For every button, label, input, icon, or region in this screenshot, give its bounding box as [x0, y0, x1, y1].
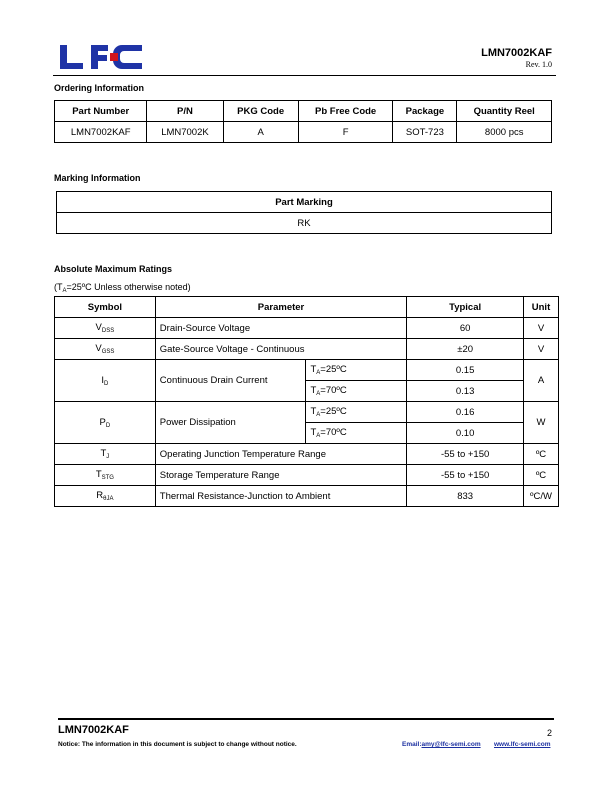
- typ-vgss: ±20: [407, 339, 524, 360]
- col-part-marking: Part Marking: [57, 192, 552, 213]
- col-part-number: Part Number: [55, 101, 147, 122]
- table-row: [55, 339, 559, 360]
- symbol-vdss: $V_{DSS}$: [55, 318, 156, 339]
- typ-tj: -55 to +150: [407, 444, 524, 465]
- cond-id-70: $T_A=70ºC$: [306, 381, 407, 402]
- typ-id-25: 0.15: [407, 360, 524, 381]
- marking-title: Marking Information: [54, 173, 141, 183]
- cell-package: SOT-723: [393, 122, 457, 143]
- table-row: [55, 360, 559, 381]
- typ-pd-70: 0.10: [407, 423, 524, 444]
- unit-pd: W: [524, 402, 559, 444]
- absolute-maximum-ratings-table: [54, 296, 559, 507]
- cell-part-marking: RK: [57, 213, 552, 234]
- table-row: [55, 465, 559, 486]
- param-rth: Thermal Resistance-Junction to Ambient: [155, 486, 406, 507]
- page-number: 2: [546, 728, 552, 738]
- cond-id-25: $T_A=25ºC$: [306, 360, 407, 381]
- ordering-title: Ordering Information: [54, 83, 144, 93]
- typ-pd-25: 0.16: [407, 402, 524, 423]
- param-vdss: Drain-Source Voltage: [155, 318, 406, 339]
- cell-quantity-reel: 8000 pcs: [457, 122, 552, 143]
- col-unit: Unit: [524, 297, 559, 318]
- amr-title: Absolute Maximum Ratings: [54, 264, 173, 274]
- param-tj: Operating Junction Temperature Range: [155, 444, 406, 465]
- unit-tstg: ºC: [524, 465, 559, 486]
- cond-pd-25: $T_A=25ºC$: [306, 402, 407, 423]
- table-row: [55, 402, 559, 423]
- col-parameter: Parameter: [155, 297, 406, 318]
- unit-vgss: V: [524, 339, 559, 360]
- col-quantity-reel: Quantity Reel: [457, 101, 552, 122]
- amr-note: ($T_A=25ºC$ Unless otherwise noted): [54, 282, 191, 294]
- table-row: [55, 318, 559, 339]
- unit-rth: ºC/W: [524, 486, 559, 507]
- unit-vdss: V: [524, 318, 559, 339]
- symbol-pd: $P_D$: [55, 402, 156, 444]
- header-divider: [53, 75, 556, 76]
- footer-part-number: LMN7002KAF: [58, 724, 129, 736]
- cell-part-number: LMN7002KAF: [55, 122, 147, 143]
- revision-label: Rev. 1.0: [525, 60, 552, 69]
- marking-table: [56, 191, 552, 234]
- header-part-number: LMN7002KAF: [481, 47, 552, 59]
- table-row: [55, 444, 559, 465]
- symbol-vgss: $V_{GSS}$: [55, 339, 156, 360]
- symbol-tj: $T_J$: [55, 444, 156, 465]
- cond-pd-70: $T_A=70ºC$: [306, 423, 407, 444]
- param-vgss: Gate-Source Voltage - Continuous: [155, 339, 406, 360]
- table-row: [55, 122, 552, 143]
- footer-email: [402, 741, 481, 748]
- unit-tj: ºC: [524, 444, 559, 465]
- typ-vdss: 60: [407, 318, 524, 339]
- table-row: [55, 486, 559, 507]
- param-id: Continuous Drain Current: [155, 360, 306, 402]
- company-logo: [58, 43, 142, 71]
- col-symbol: Symbol: [55, 297, 156, 318]
- col-package: Package: [393, 101, 457, 122]
- col-pn: P/N: [147, 101, 223, 122]
- param-tstg: Storage Temperature Range: [155, 465, 406, 486]
- table-header-row: [55, 297, 559, 318]
- symbol-rth: $R_{\theta JA}$: [55, 486, 156, 507]
- cell-pb-free-code: F: [298, 122, 393, 143]
- footer-divider: [58, 718, 554, 720]
- col-typical: Typical: [407, 297, 524, 318]
- email-label: Email:: [402, 741, 422, 748]
- email-link[interactable]: amy@lfc-semi.com: [421, 741, 481, 748]
- cell-pn: LMN7002K: [147, 122, 223, 143]
- typ-rth: 833: [407, 486, 524, 507]
- col-pkg-code: PKG Code: [223, 101, 298, 122]
- param-pd: Power Dissipation: [155, 402, 306, 444]
- typ-tstg: -55 to +150: [407, 465, 524, 486]
- symbol-id: $I_D$: [55, 360, 156, 402]
- website-link[interactable]: www.lfc-semi.com: [494, 741, 551, 748]
- footer-notice: Notice: The information in this document is subject to change without notice.: [58, 741, 297, 748]
- symbol-tstg: $T_{STG}$: [55, 465, 156, 486]
- table-header-row: [55, 101, 552, 122]
- cell-pkg-code: A: [223, 122, 298, 143]
- unit-id: A: [524, 360, 559, 402]
- col-pb-free-code: Pb Free Code: [298, 101, 393, 122]
- typ-id-70: 0.13: [407, 381, 524, 402]
- ordering-table: [54, 100, 552, 143]
